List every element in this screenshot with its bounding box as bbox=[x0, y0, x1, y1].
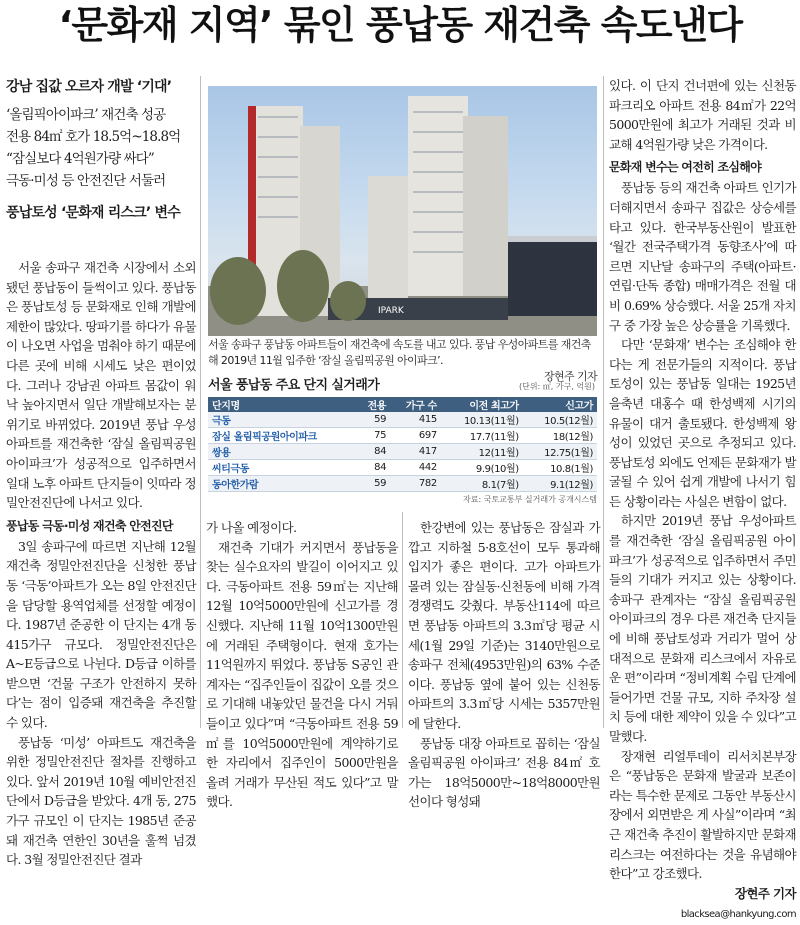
table-row bbox=[208, 428, 597, 444]
table-cell: 9.1(12월) bbox=[523, 476, 597, 492]
table-cell: 12.75(1월) bbox=[523, 444, 597, 460]
article-column-1 bbox=[6, 258, 196, 868]
article-column-3 bbox=[408, 518, 600, 810]
table-cell: 10.8(1월) bbox=[523, 460, 597, 476]
column-rule-3 bbox=[200, 512, 201, 728]
table-cell: 697 bbox=[390, 428, 441, 444]
table-row bbox=[208, 444, 597, 460]
deck-line: ‘올림픽아이파크’ 재건축 성공 bbox=[6, 107, 166, 123]
table-cell: 씨티극동 bbox=[208, 460, 355, 476]
subheading: 풍납동 극동·미성 재건축 안전진단 bbox=[6, 518, 173, 533]
table-cell: 18(12월) bbox=[523, 428, 597, 444]
deck-line: “잠실보다 4억원가량 싸다” bbox=[6, 151, 154, 167]
deck-kicker-2: 풍납토성 ‘문화재 리스크’ 변수 bbox=[6, 205, 180, 221]
table-cell: 쌍용 bbox=[208, 444, 355, 460]
table-row bbox=[208, 460, 597, 476]
byline-line bbox=[609, 884, 796, 925]
table-cell: 442 bbox=[390, 460, 441, 476]
photo-apartments bbox=[208, 86, 597, 336]
article-column-4 bbox=[609, 76, 796, 921]
table-header-cell: 가구 수 bbox=[390, 397, 441, 412]
table-cell: 84 bbox=[355, 444, 390, 460]
table-cell: 8.1(7월) bbox=[441, 476, 523, 492]
headline: ‘문화재 지역’ 묶인 풍납동 재건축 속도낸다 bbox=[58, 3, 742, 47]
table-cell: 782 bbox=[390, 476, 441, 492]
table-cell: 75 bbox=[355, 428, 390, 444]
paragraph: 장재현 리얼투데이 리서치본부장은 “풍납동은 문화재 발굴과 보존이라는 특수한 문제로 그동안 부동산시장에서 외면받은 게 사실”이라며 “최근 재건축 추진이 활발하지만 문화재 리스크는 여전하다는 것을 유념해야 한다”고 강조했다. bbox=[609, 748, 796, 882]
subheading: 문화재 변수는 여전히 조심해야 bbox=[609, 160, 762, 175]
table-header-cell: 단지명 bbox=[208, 397, 355, 412]
table-cell: 10.13(11월) bbox=[441, 412, 523, 428]
table-header-cell: 전용 bbox=[355, 397, 390, 412]
column-rule-2 bbox=[603, 76, 604, 728]
paragraph: 3일 송파구에 따르면 지난해 12월 재건축 정밀안전진단을 신청한 풍납동 ‘극동’아파트가 오는 8일 안전진단을 담당할 용역업체를 선정할 예정이다. 1987년 준공한 이 단지는 4개 동 415가구 규모다. 정밀안전진단은 A~E등급으로 나뉜다. D등급 이하를 받으면 ‘건물 구조가 안전하지 못하다’는 점이 입증돼 재건축을 추진할 수 있다. bbox=[6, 538, 196, 731]
table-cell: 59 bbox=[355, 412, 390, 428]
paragraph: 풍납동 ‘미성’ 아파트도 재건축을 위한 정밀안전진단 절차를 진행하고 있다. 앞서 2019년 10월 예비안전진단에서 D등급을 받았다. 4개 동, 275가구 규모인 이 단지는 1985년 준공돼 재건축 연한인 30년을 훌쩍 넘겼다. 3월 정밀안전진단 결과 bbox=[6, 734, 196, 868]
photo-sign-text: IPARK bbox=[378, 306, 404, 316]
table-cell: 잠실 올림픽공원아이파크 bbox=[208, 428, 355, 444]
table-header-cell: 이전 최고가 bbox=[441, 397, 523, 412]
table-cell: 17.7(11월) bbox=[441, 428, 523, 444]
caption-text: 서울 송파구 풍납동 아파트들이 재건축에 속도를 내고 있다. 풍납 우성아파트를 재건축해 2019년 11월 입주한 ‘잠실 올림픽공원 아이파크’. bbox=[208, 338, 591, 367]
table-source: 자료: 국토교통부 실거래가 공개시스템 bbox=[463, 495, 597, 504]
table-cell: 12(11월) bbox=[441, 444, 523, 460]
paragraph: 서울 송파구 재건축 시장에서 소외됐던 풍납동이 들썩이고 있다. 풍납동은 풍납토성 등 문화재로 인해 개발에 제한이 많았다. 땅파기를 하다가 유물이 나오면 사업을 멈춰야 하기 때문에 다른 곳에 비해 시세도 낮은 편이었다. 그러나 강남권 아파트 몸값이 워낙 높아지면서 일단 개발해보자는 분위기로 바뀌었다. 2019년 풍납 우성아파트를 재건축한 ‘잠실 올림픽공원 아이파크’가 성공적으로 입주하면서 일대 노후 아파트 단지들이 잇따라 정밀안전진단에 나서고 있다. bbox=[6, 260, 196, 511]
table-cell: 84 bbox=[355, 460, 390, 476]
price-table bbox=[208, 397, 597, 492]
paragraph: 있다. 이 단지 건너편에 있는 신천동 파크리오 아파트 전용 84㎡가 22억5000만원에 최고가 거래된 것과 비교해 4억원가량 낮은 가격이다. bbox=[609, 78, 796, 152]
table-cell: 극동 bbox=[208, 412, 355, 428]
table-cell: 10.5(12월) bbox=[523, 412, 597, 428]
paragraph: 한강변에 있는 풍납동은 잠실과 가깝고 지하철 5·8호선이 모두 통과해 입지가 좋은 편이다. 고가 아파트가 몰려 있는 잠실동·신천동에 비해 가격 경쟁력도 갖췄다. 부동산114에 따르면 풍납동 아파트의 3.3㎡당 평균 시세(1월 29일 기준)는 3140만원으로 송파구 전체(4953만원)의 63% 수준이다. 풍납동 옆에 붙어 있는 신천동 아파트의 3.3㎡당 시세는 5357만원에 달한다. bbox=[408, 520, 600, 731]
deck-kicker: 강남 집값 오르자 개발 ‘기대’ bbox=[6, 79, 172, 95]
price-table-box bbox=[208, 378, 597, 504]
table-title: 서울 풍납동 주요 단지 실거래가 bbox=[208, 378, 380, 393]
table-cell: 59 bbox=[355, 476, 390, 492]
column-rule-4 bbox=[402, 512, 403, 728]
deck-line: 극동·미성 등 안전진단 서둘러 bbox=[6, 173, 166, 189]
paragraph: 재건축 기대가 커지면서 풍납동을 찾는 실수요자의 발길이 이어지고 있다. 극동아파트 전용 59㎡는 지난해 12월 10억5000만원에 신고가를 경신했다. 지난해 11월 10억1300만원에 거래된 주택형이다. 현재 호가는 11억원까지 뛰었다. 풍납동 S공인 관계자는 “집주인들이 집값이 오를 것으로 기대해 내놓았던 물건을 다시 거둬들이고 있다”며 “극동아파트 전용 59㎡를 10억5000만원에 계약하기로 한 자리에서 집주인이 5000만원을 올려 거래가 무산된 적도 있다”고 말했다. bbox=[206, 539, 398, 810]
paragraph: 다만 ‘문화재’ 변수는 조심해야 한다는 게 전문가들의 지적이다. 풍납토성이 있는 풍납동 일대는 1925년 을축년 대홍수 때 한성백제 시기의 유물이 대거 출토됐다. 한성백제 왕성이 있었던 곳으로 추정되고 있다. 풍납토성 외에도 언제든 문화재가 발굴될 수 있어 쉽게 개발에 나서기 힘든 상황이라는 사실은 변함이 없다. bbox=[609, 337, 796, 509]
paragraph: 하지만 2019년 풍납 우성아파트를 재건축한 ‘잠실 올림픽공원 아이파크’가 성공적으로 입주하면서 주민들의 기대가 커지고 있는 상황이다. 송파구 관계자는 “잠실 올림픽공원 아이파크의 경우 다른 재건축 단지들에 비해 풍납토성과 거리가 멀어 상대적으로 문화재 리스크에서 자유로운 편”이라며 “정비계획 수립 단계에 들어가면 건물 규모, 지하 주차장 설치 등에 대한 제약이 있을 수 있다”고 말했다. bbox=[609, 513, 796, 744]
deck bbox=[6, 76, 196, 224]
table-row bbox=[208, 476, 597, 492]
table-unit: (단위: ㎡, 가구, 억원) bbox=[518, 382, 595, 391]
article-column-2 bbox=[206, 518, 398, 810]
table-cell: 417 bbox=[390, 444, 441, 460]
apartment-photo-illustration bbox=[208, 86, 597, 336]
table-row bbox=[208, 412, 597, 428]
deck-line: 전용 84㎡ 호가 18.5억~18.8억 bbox=[6, 129, 181, 145]
paragraph: 풍납동 대장 아파트로 꼽히는 ‘잠실 올림픽공원 아이파크’ 전용 84㎡ 호가는 18억5000만~18억8000만원 선이다 형성돼 bbox=[408, 735, 600, 810]
paragraph: 풍납동 등의 재건축 아파트 인기가 더해지면서 송파구 집값은 상승세를 타고 있다. 한국부동산원이 발표한 ‘월간 전국주택가격 동향조사’에 따르면 지난달 송파구의 주택(아파트·연립·단독 종합) 매매가격은 전월 대비 0.69% 상승했다. 서울 25개 자치구 중 가장 높은 상승률을 기록했다. bbox=[609, 180, 796, 333]
table-header-cell: 신고가 bbox=[523, 397, 597, 412]
caption-credit: 장현주 기자 bbox=[543, 370, 597, 383]
byline: 장현주 기자 bbox=[734, 885, 796, 901]
table-cell: 9.9(10월) bbox=[441, 460, 523, 476]
paragraph: 가 나올 예정이다. bbox=[206, 520, 297, 535]
table-header-row bbox=[208, 397, 597, 412]
column-rule-1 bbox=[200, 76, 201, 512]
table-cell: 415 bbox=[390, 412, 441, 428]
table-cell: 동아한가람 bbox=[208, 476, 355, 492]
author-email[interactable]: blacksea@hankyung.com bbox=[680, 909, 796, 921]
